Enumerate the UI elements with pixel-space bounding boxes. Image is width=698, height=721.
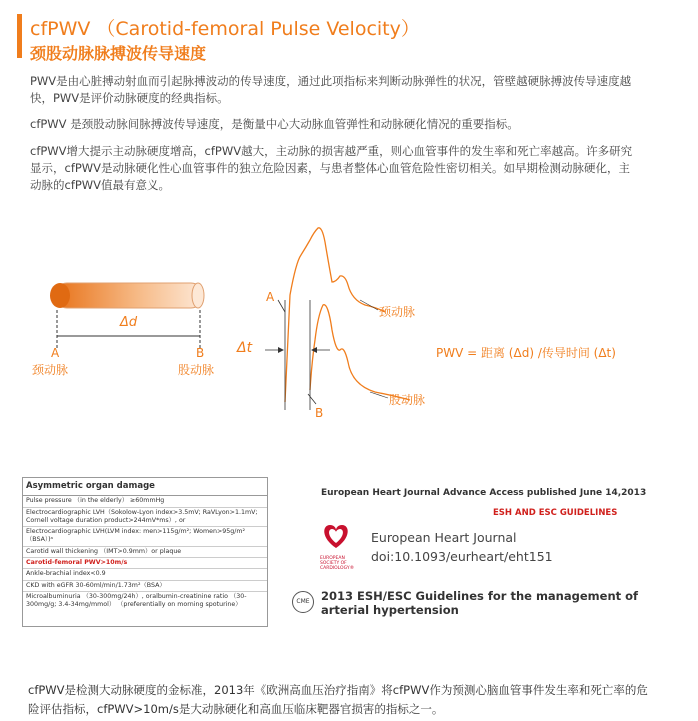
label-femoral: 股动脉 — [178, 363, 215, 377]
page-title-cn: 颈股动脉脉搏波传导速度 — [30, 44, 207, 63]
label-carotid: 颈动脉 — [32, 363, 69, 377]
paragraph-cfpwv-significance: cfPWV增大提示主动脉硬度增高，cfPWV越大，主动脉的损害越严重，则心血管事件的发生率和死亡率越高。许多研究显示，cfPWV是动脉硬化性心血管事件的独立危险因素，与患者整体心血管危险性密切相关。如早期检测动脉硬化，主动脉的cfPWV值最有意义。 — [30, 144, 633, 192]
esc-logo — [324, 525, 347, 548]
journal-doi: doi:10.1093/eurheart/eht151 — [371, 549, 553, 564]
pwv-formula: PWV = 距离 (Δd) /传导时间 (Δt) — [436, 346, 616, 360]
paragraph-pwv-definition: PWV是由心脏搏动射血而引起脉搏波动的传导速度，通过此项指标来判断动脉弹性的状况，管壁越硬脉搏波传导速度越快，PWV是评价动脉硬度的经典指标。 — [30, 74, 632, 105]
guideline-title: 2013 ESH/ESC Guidelines for the management of arterial hypertension — [321, 589, 639, 617]
table-row: Ankle-brachial index<0.9 — [23, 569, 267, 580]
label-delta-t: Δt — [237, 340, 253, 356]
table-row: CKD with eGFR 30-60ml/min/1.73m²（BSA） — [23, 581, 267, 592]
artery-tube — [50, 283, 204, 308]
table-row-highlighted: Carotid-femoral PWV>10m/s — [23, 558, 267, 569]
organ-damage-table — [22, 477, 268, 627]
paragraph-cfpwv-definition: cfPWV 是颈股动脉间脉搏波传导速度，是衡量中心大动脉血管弹性和动脉硬化情况的重要指标。 — [30, 117, 519, 131]
journal-access-line: European Heart Journal Advance Access published June 14,2013 — [321, 488, 647, 498]
carotid-waveform — [285, 228, 385, 402]
guidelines-tag: ESH AND ESC GUIDELINES — [493, 508, 618, 518]
label-delta-d: Δd — [120, 315, 138, 330]
table-header: Asymmetric organ damage — [23, 478, 267, 496]
cme-icon: CME — [292, 591, 314, 613]
label-wave-carotid: 颈动脉 — [379, 305, 416, 319]
page-title-en: cfPWV （Carotid-femoral Pulse Velocity） — [30, 18, 420, 40]
label-wave-b: B — [315, 406, 324, 420]
table-row: Electrocardiographic LVH（Sokolow-Lyon index>3.5mV; RaVLyon>1.1mV; Cornell voltage duration product>244mV*ms）, or — [23, 508, 267, 528]
label-wave-femoral: 股动脉 — [389, 393, 426, 407]
label-point-b: B — [196, 346, 205, 360]
bottom-paragraph: cfPWV是检测大动脉硬度的金标准，2013年《欧洲高血压治疗指南》将cfPWV作为预测心脑血管事件发生率和死亡率的危险评估指标，cfPWV>10m/s是大动脉硬化和高血压临床靶器官损害的指标之一。 — [28, 683, 648, 716]
table-row: Pulse pressure （in the elderly） ≥60mmHg — [23, 496, 267, 507]
table-row: Electrocardiographic LVH(LVM index: men>115g/m²; Women>95g/m²（BSA）)ᵃ — [23, 527, 267, 547]
table-row: Carotid wall thickening （IMT>0.9mm）or plaque — [23, 547, 267, 558]
esc-logo-text: EUROPEAN SOCIETY OF CARDIOLOGY® — [320, 556, 355, 571]
table-row: Microalbuminuria （30-300mg/24h）, oralbumin-creatinine ratio （30-300mg/g; 3.4-34mg/mmol） （preferentially on morning spoturine） — [26, 592, 247, 609]
label-point-a: A — [51, 346, 60, 360]
label-wave-a: A — [266, 290, 275, 304]
journal-name: European Heart Journal — [371, 530, 517, 545]
